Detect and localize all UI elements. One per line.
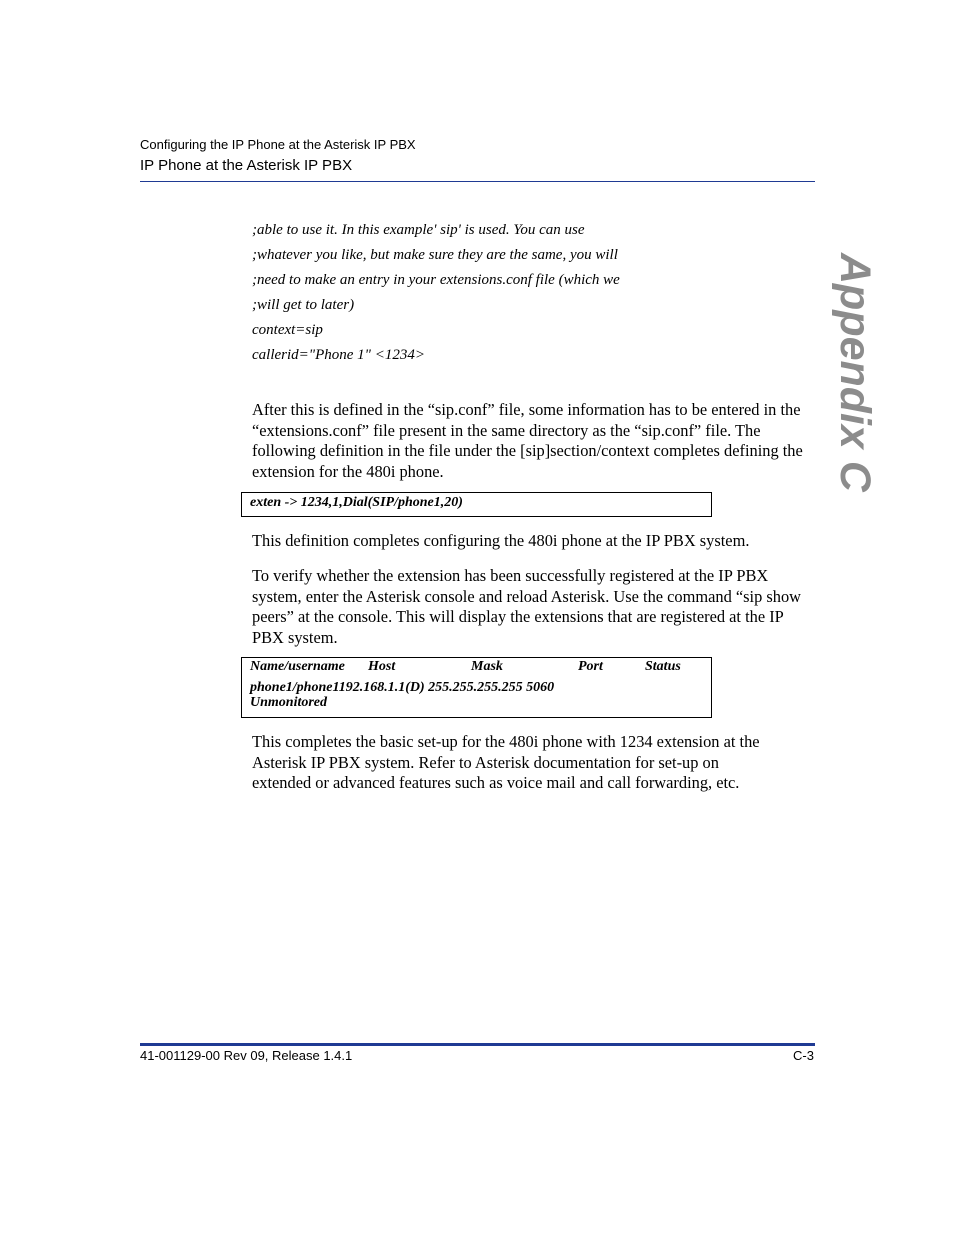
code-line: ;will get to later): [252, 297, 355, 313]
header-rule: [140, 181, 815, 182]
col-status-header: Status: [645, 659, 681, 674]
extension-code: exten -> 1234,1,Dial(SIP/phone1,20): [250, 495, 463, 510]
body-paragraph: To verify whether the extension has been successfully registered at the IP PBX system, enter the Asterisk console and reload Asterisk. Use the command “sip show peers” at the console. This will display the extensions that are registered at the IP PBX system.: [252, 566, 801, 647]
peers-data-row: [250, 680, 711, 710]
code-line: ;able to use it. In this example' sip' is used. You can use: [252, 222, 585, 238]
body-paragraph: After this is defined in the “sip.conf” file, some information has to be entered in the “extensions.conf” file present in the same directory as the “sip.conf” file. The following definition in the file under the [sip]section/context completes defining the extension for the 480i phone.: [252, 400, 803, 481]
peers-row-line: Unmonitored: [250, 695, 328, 710]
body-paragraph: This completes the basic set-up for the 480i phone with 1234 extension at the Asterisk IP PBX system. Refer to Asterisk documentation for set-up on extended or advanced features such as voice mail and call forwarding, etc.: [252, 732, 760, 792]
col-host-header: Host: [368, 659, 396, 674]
code-line: context=sip: [252, 322, 323, 338]
footer-page-number: C-3: [793, 1048, 814, 1063]
running-header-chapter: Configuring the IP Phone at the Asterisk IP PBX: [140, 137, 416, 152]
sip-peers-output-box: [241, 657, 712, 718]
code-line: callerid="Phone 1" <1234>: [252, 347, 425, 363]
running-header-section: IP Phone at the Asterisk IP PBX: [140, 157, 353, 174]
col-name-header: Name/username: [250, 659, 345, 674]
appendix-label: Appendix C: [831, 253, 879, 492]
col-mask-header: Mask: [471, 659, 503, 674]
footer-doc-id: 41-001129-00 Rev 09, Release 1.4.1: [140, 1048, 353, 1063]
code-line: ;need to make an entry in your extensions.conf file (which we: [252, 272, 620, 288]
peers-row-line: phone1/phone1192.168.1.1(D) 255.255.255.255 5060: [250, 680, 555, 695]
footer-rule: [140, 1043, 815, 1046]
config-code-block: [252, 218, 620, 368]
col-port-header: Port: [578, 659, 603, 674]
extension-code-box: [241, 492, 712, 517]
body-paragraph: This definition completes configuring the 480i phone at the IP PBX system.: [252, 531, 750, 550]
code-line: ;whatever you like, but make sure they are the same, you will: [252, 247, 618, 263]
peers-header-row: [250, 659, 711, 679]
